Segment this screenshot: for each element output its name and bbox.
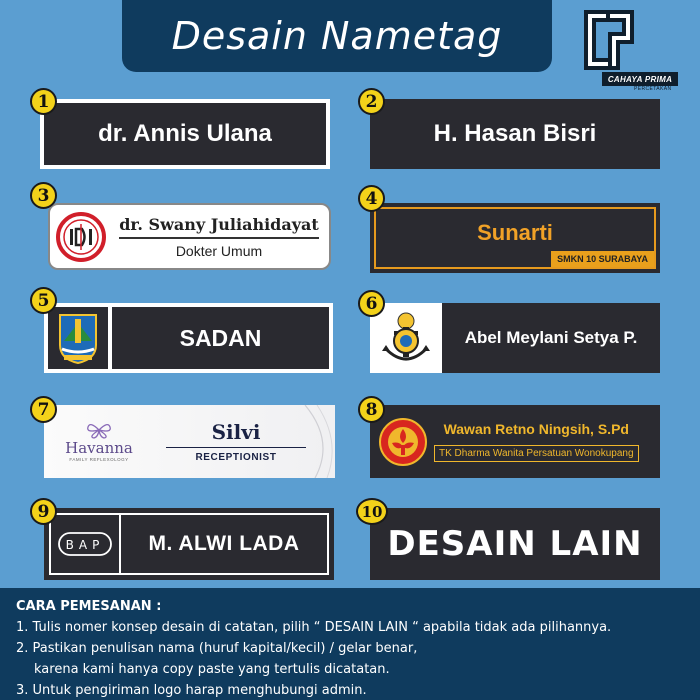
nametag-name: DESAIN LAIN (387, 524, 643, 564)
instruction-step: karena kami hanya copy paste yang tertulis dicatatan. (34, 662, 390, 677)
nametag-name: Silvi (211, 420, 261, 444)
instructions-title: CARA PEMESANAN : (16, 599, 162, 614)
nametag-name: Abel Meylani Setya P. (464, 328, 638, 347)
havanna-logo (44, 421, 154, 462)
nametag-role: RECEPTIONIST (195, 452, 277, 463)
nametag-name: Wawan Retno Ningsih, S.Pd (443, 421, 629, 437)
nametag-name: H. Hasan Bisri (433, 120, 597, 147)
butterfly-icon (86, 421, 112, 439)
logo-sub-text: PERCETAKAN (634, 86, 672, 92)
bap-logo (51, 515, 121, 573)
design-number-badge: 7 (30, 396, 57, 423)
nametag-organization: TK Dharma Wanita Persatuan Wonokupang (434, 445, 639, 462)
instruction-step: 1. Tulis nomer konsep desain di catatan, pilih “ DESAIN LAIN “ apabila tidak ada pilihannya. (16, 620, 612, 635)
idi-emblem-icon (56, 212, 106, 262)
instruction-step: 3. Untuk pengiriman logo harap menghubungi admin. (16, 683, 367, 698)
logo-brand-text: CAHAYA PRIMA (602, 72, 678, 86)
nametag-design-4 (370, 203, 660, 273)
nametag-design-10 (370, 508, 660, 580)
design-number-badge: 9 (30, 498, 57, 525)
design-number-badge: 3 (30, 182, 57, 209)
brand-subtitle: FAMILY REFLEXOLOGY (69, 457, 129, 462)
jatim-seal-icon (56, 311, 100, 365)
nametag-design-2 (370, 99, 660, 169)
design-number-badge: 8 (358, 396, 385, 423)
brand-name: Havanna (65, 439, 133, 457)
nametag-school: SMKN 10 SURABAYA (551, 251, 654, 267)
nametag-design-7 (44, 405, 335, 478)
order-instructions (0, 588, 700, 700)
nametag-design-9 (44, 508, 334, 580)
design-number-badge: 6 (358, 290, 385, 317)
page-title: Desain Nametag (171, 14, 503, 58)
bap-logo-icon (57, 531, 113, 557)
nametag-design-6 (370, 303, 660, 373)
design-number-badge: 4 (358, 185, 385, 212)
design-number-badge: 1 (30, 88, 57, 115)
bap-logo-text: BAP (65, 538, 105, 552)
nametag-role: Dokter Umum (175, 242, 263, 259)
cp-logo-icon (576, 6, 642, 74)
design-number-badge: 2 (358, 88, 385, 115)
nametag-name: SADAN (112, 307, 329, 369)
divider (119, 237, 319, 239)
nametag-name: M. ALWI LADA (148, 532, 300, 555)
nametag-name: Sunarti (477, 220, 553, 245)
nametag-design-3 (48, 203, 331, 270)
page-header (122, 0, 552, 72)
design-number-badge: 5 (30, 287, 57, 314)
nametag-design-1 (40, 99, 330, 169)
nametag-design-8 (370, 405, 660, 478)
navy-anchor-emblem-icon (378, 309, 434, 367)
design-number-badge: 10 (356, 498, 388, 525)
company-logo (572, 6, 684, 98)
dharma-wanita-emblem-icon (378, 417, 428, 467)
nametag-name: dr. Swany Juliahidayat (119, 214, 319, 234)
instruction-step: 2. Pastikan penulisan nama (huruf kapital/kecil) / gelar benar, (16, 641, 418, 656)
nametag-design-5 (44, 303, 333, 373)
decorative-curve (275, 405, 335, 478)
nametag-name: dr. Annis Ulana (44, 103, 326, 165)
